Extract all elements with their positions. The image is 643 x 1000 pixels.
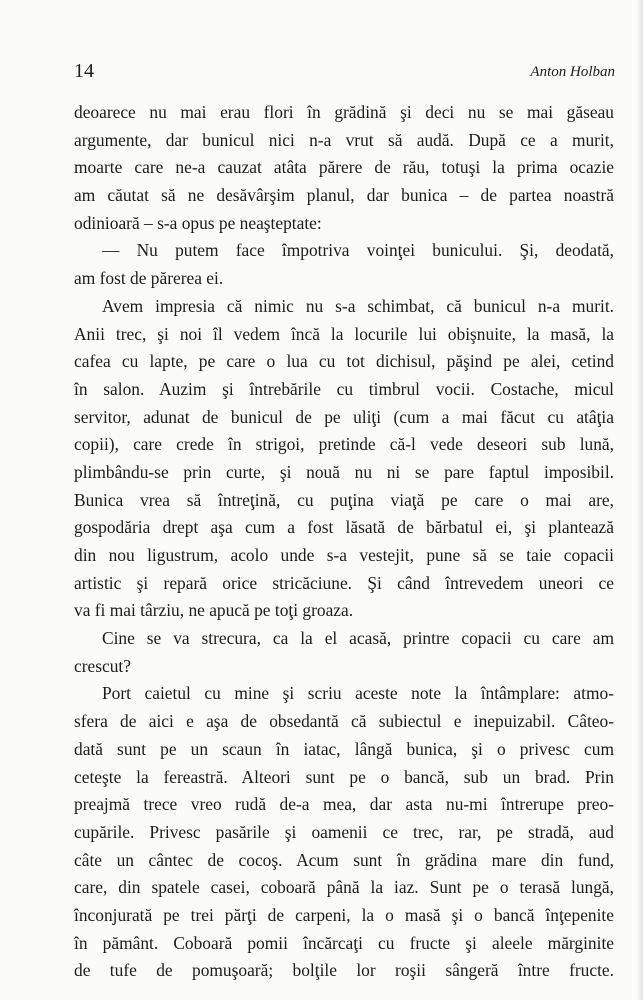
text-line: în pământ. Coboară pomii încărcaţi cu fructe şi aleele mărginite (74, 932, 614, 953)
text-line: copii), care crede în strigoi, pretinde că-l vede deseori sub lună, (74, 434, 614, 455)
text-line: crescut? (74, 655, 131, 676)
text-line: deoarece nu mai erau flori în grădină şi deci nu se mai găseau (74, 102, 614, 122)
text-line: artistic şi repară orice stricăciune. Şi când întrevedem uneori ce (74, 572, 614, 593)
text-line: cupările. Privesc pasările şi oamenii ce trec, rar, pe stradă, aud (74, 821, 614, 842)
text-line: de tufe de pomuşoară; bolţile lor roşii sângeră între fructe. (74, 960, 614, 981)
text-line: preajmă trece vreo rudă de-a mea, dar asta nu-mi întrerupe preo- (74, 794, 614, 815)
page-number: 14 (74, 60, 94, 82)
text-line: odinioară – s-a opus pe neaşteptate: (74, 212, 322, 233)
text-line: Cine se va strecura, ca la el acasă, printre copacii cu care am (102, 628, 614, 649)
text-line: am căutat să ne desăvârşim planul, dar bunica – de partea noastră (74, 185, 614, 206)
page-edge-shadow (637, 0, 643, 1000)
text-line: în salon. Auzim şi întrebările cu timbrul vocii. Costache, micul (74, 378, 614, 399)
text-line: argumente, dar bunicul nici n-a vrut să audă. După ce a murit, (74, 129, 614, 150)
text-line: din nou ligustrum, acolo unde s-a vestejit, pune să se taie copacii (74, 545, 614, 565)
text-line: servitor, adunat de bunicul de pe uliţi (cum a mai făcut cu atâţia (74, 406, 614, 427)
text-line: Port caietul cu mine şi scriu aceste note la întâmplare: atmo- (102, 683, 614, 704)
text-line: plimbându-se prin curte, şi nouă nu ni se pare faptul imposibil. (74, 461, 614, 482)
text-line: care, din spatele casei, coboară până la iaz. Sunt pe o terasă lungă, (74, 877, 614, 898)
page-header (74, 60, 615, 90)
text-line: Anii trec, şi noi îl vedem încă la locurile lui obişnuite, la masă, la (74, 323, 614, 344)
text-line: Bunica vrea să întreţină, cu puţina viaţă pe care o mai are, (74, 489, 614, 510)
running-head-author: Anton Holban (530, 64, 615, 80)
text-line: va fi mai târziu, ne apucă pe toţi groaza. (74, 600, 354, 621)
text-line: câte un cântec de cocoş. Acum sunt în grădina mare din fund, (74, 849, 614, 870)
text-line: — Nu putem face împotriva voinţei bunicului. Şi, deodată, (102, 240, 614, 261)
text-line: sfera de aici e aşa de obsedantă că subiectul e inepuizabil. Câteo- (74, 711, 614, 732)
text-line: Avem impresia că nimic nu s-a schimbat, că bunicul n-a murit. (102, 295, 614, 316)
text-line: ceteşte la fereastră. Alteori sunt pe o bancă, sub un brad. Prin (74, 766, 614, 787)
text-line: dată sunt pe un scaun în iatac, lângă bunica, şi o privesc cum (74, 738, 614, 759)
text-line: înconjurată pe trei părţi de carpeni, la o masă şi o bancă înţepenite (74, 904, 614, 925)
text-line: moarte care ne-a cauzat atâta părere de rău, totuşi la prima ocazie (74, 157, 614, 178)
text-line: am fost de părerea ei. (74, 268, 224, 289)
text-line: gospodăria drept aşa cum a fost lăsată de bărbatul ei, şi plantează (74, 517, 614, 538)
text-line: cafea cu lapte, pe care o lua cu tot dichisul, păşind pe alei, cetind (74, 351, 614, 372)
body-text (74, 99, 614, 985)
